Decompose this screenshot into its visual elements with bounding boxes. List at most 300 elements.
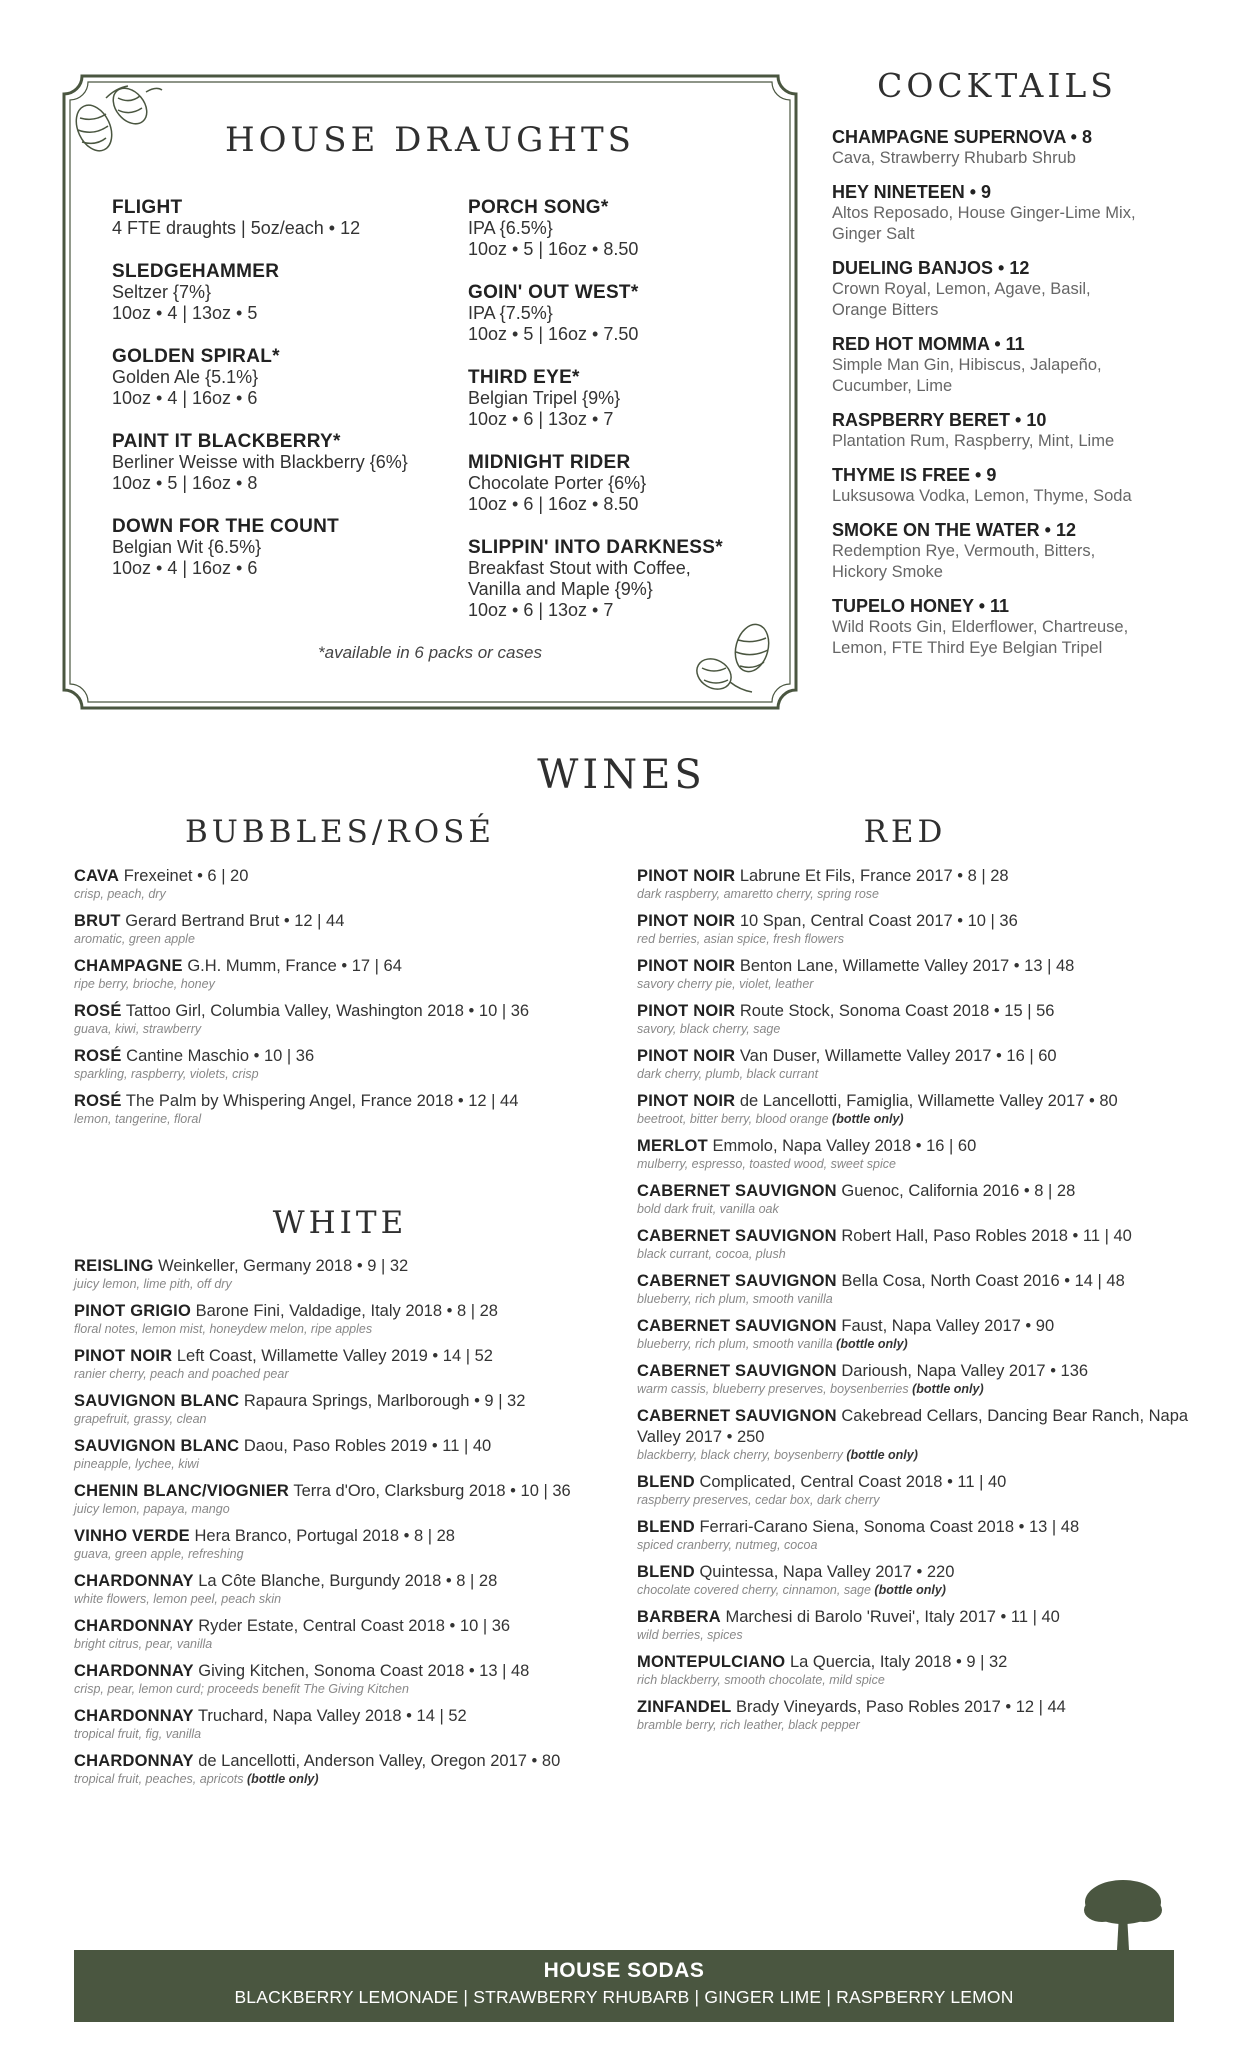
wine-notes: blueberry, rich plum, smooth vanilla	[637, 1337, 833, 1351]
wine-notes-line	[637, 1337, 1197, 1352]
cocktail-description: Plantation Rum, Raspberry, Mint, Lime	[832, 432, 1115, 450]
wine-line	[74, 1616, 634, 1637]
wine-notes-line	[74, 1727, 634, 1742]
wine-detail: The Palm by Whispering Angel, France 2018 • 12 | 44	[125, 1092, 519, 1110]
white-title: WHITE	[272, 1205, 408, 1241]
wine-line	[74, 1436, 634, 1457]
wine-notes: ranier cherry, peach and poached pear	[74, 1367, 289, 1381]
wine-notes: crisp, pear, lemon curd; proceeds benefit The Giving Kitchen	[74, 1682, 409, 1696]
wine-notes-line	[637, 1583, 1197, 1598]
draught-name: PAINT IT BLACKBERRY*	[112, 431, 341, 452]
wine-detail: Route Stock, Sonoma Coast 2018 • 15 | 56	[739, 1002, 1055, 1020]
wine-item	[74, 1301, 634, 1337]
wine-item	[74, 1001, 634, 1037]
wine-notes-line	[74, 887, 634, 902]
wine-line	[74, 1046, 634, 1067]
wine-varietal: ROSÉ	[74, 1047, 122, 1065]
cocktail-description: Hickory Smoke	[832, 563, 943, 581]
wine-item	[637, 866, 1197, 902]
wine-varietal: BARBERA	[637, 1608, 721, 1626]
wine-item	[74, 1661, 634, 1697]
wine-notes-line	[637, 1382, 1197, 1397]
wine-varietal: CHARDONNAY	[74, 1752, 194, 1770]
wine-notes-line	[74, 1682, 634, 1697]
cocktail-item	[832, 410, 1232, 452]
wine-varietal: SAUVIGNON BLANC	[74, 1437, 240, 1455]
draught-pricing: 10oz • 6 | 13oz • 7	[468, 600, 614, 620]
cocktail-name: HEY NINETEEN • 9	[832, 182, 992, 202]
red-title: RED	[863, 814, 947, 850]
wine-item	[637, 1697, 1197, 1733]
wine-line	[74, 956, 634, 977]
wine-detail: La Quercia, Italy 2018 • 9 | 32	[789, 1653, 1008, 1671]
wine-item	[637, 1271, 1197, 1307]
draught-detail: 4 FTE draughts | 5oz/each • 12	[112, 218, 361, 238]
wine-item	[74, 1046, 634, 1082]
wine-notes-line	[74, 1502, 634, 1517]
wine-notes: white flowers, lemon peel, peach skin	[74, 1592, 282, 1606]
wine-line	[74, 1751, 634, 1772]
draughts-title: HOUSE DRAUGHTS	[225, 120, 635, 160]
draughts-note: *available in 6 packs or cases	[318, 643, 542, 662]
wine-item	[637, 1181, 1197, 1217]
wine-notes: black currant, cocoa, plush	[637, 1247, 786, 1261]
draught-item	[112, 346, 442, 409]
wine-notes-line	[74, 1772, 634, 1787]
cocktail-name: SMOKE ON THE WATER • 12	[832, 520, 1076, 540]
wine-notes: dark raspberry, amaretto cherry, spring rose	[637, 887, 879, 901]
wine-notes-line	[637, 1067, 1197, 1082]
draughts-left-column	[112, 197, 442, 601]
wine-notes-line	[74, 1067, 634, 1082]
wine-detail: Ferrari-Carano Siena, Sonoma Coast 2018 • 13 | 48	[699, 1518, 1080, 1536]
draughts-right-column	[468, 197, 798, 643]
cocktail-item	[832, 127, 1232, 169]
wine-notes-line	[637, 1628, 1197, 1643]
wine-varietal: BRUT	[74, 912, 121, 930]
cocktail-name: THYME IS FREE • 9	[832, 465, 997, 485]
wine-notes-line	[637, 1673, 1197, 1688]
wine-line	[74, 866, 634, 887]
cocktail-description: Lemon, FTE Third Eye Belgian Tripel	[832, 639, 1103, 657]
red-wine-list	[637, 866, 1197, 1742]
wine-detail: Daou, Paso Robles 2019 • 11 | 40	[243, 1437, 492, 1455]
wine-notes-line	[74, 1457, 634, 1472]
draught-pricing: 10oz • 6 | 16oz • 8.50	[468, 494, 639, 514]
wine-notes: blackberry, black cherry, boysenberry	[637, 1448, 847, 1462]
wine-notes: raspberry preserves, cedar box, dark cherry	[637, 1493, 880, 1507]
wine-detail: Benton Lane, Willamette Valley 2017 • 13 | 48	[739, 957, 1075, 975]
cocktail-description: Redemption Rye, Vermouth, Bitters,	[832, 542, 1096, 560]
house-draughts-section	[60, 72, 800, 712]
wine-detail: Gerard Bertrand Brut • 12 | 44	[125, 912, 345, 930]
wine-varietal: CHENIN BLANC/VIOGNIER	[74, 1482, 290, 1500]
draught-name: PORCH SONG*	[468, 197, 609, 218]
wine-line	[637, 1001, 1197, 1022]
wine-line	[637, 1517, 1197, 1538]
wine-line	[74, 1091, 634, 1112]
cocktail-item	[832, 182, 1232, 245]
wine-line	[637, 1562, 1197, 1583]
cocktails-title: COCKTAILS	[877, 66, 1117, 105]
wine-line	[74, 1481, 634, 1502]
wine-item	[637, 1517, 1197, 1553]
wine-varietal: BLEND	[637, 1563, 695, 1581]
wine-notes: bramble berry, rich leather, black pepper	[637, 1718, 860, 1732]
wine-varietal: CABERNET SAUVIGNON	[637, 1407, 837, 1425]
cocktail-description: Orange Bitters	[832, 301, 939, 319]
bubbles-rose-title: BUBBLES/ROSÉ	[185, 814, 495, 850]
wine-detail: Cantine Maschio • 10 | 36	[126, 1047, 315, 1065]
wine-notes-line	[637, 1247, 1197, 1262]
bottle-only-label: (bottle only)	[832, 1112, 904, 1126]
wine-notes: savory cherry pie, violet, leather	[637, 977, 814, 991]
wine-varietal: BLEND	[637, 1473, 695, 1491]
draught-item	[112, 197, 442, 239]
wine-varietal: PINOT GRIGIO	[74, 1302, 191, 1320]
draught-item	[112, 261, 442, 324]
wine-notes-line	[74, 932, 634, 947]
wine-notes-line	[637, 932, 1197, 947]
wine-varietal: PINOT NOIR	[637, 912, 736, 930]
wine-line	[74, 1301, 634, 1322]
wine-varietal: PINOT NOIR	[637, 867, 736, 885]
wine-notes: aromatic, green apple	[74, 932, 195, 946]
wine-item	[74, 1706, 634, 1742]
wine-item	[74, 1526, 634, 1562]
wine-item	[637, 911, 1197, 947]
wine-notes-line	[74, 1277, 634, 1292]
house-sodas-banner	[74, 1950, 1174, 2022]
bottle-only-label: (bottle only)	[846, 1448, 918, 1462]
cocktail-item	[832, 258, 1232, 321]
wine-notes-line	[74, 977, 634, 992]
wine-line	[74, 1001, 634, 1022]
draught-item	[112, 516, 442, 579]
wine-item	[74, 1346, 634, 1382]
wine-item	[637, 1607, 1197, 1643]
draught-pricing: 10oz • 5 | 16oz • 8.50	[468, 239, 639, 259]
wine-item	[637, 1562, 1197, 1598]
wine-detail: Brady Vineyards, Paso Robles 2017 • 12 | 44	[735, 1698, 1066, 1716]
wine-line	[74, 911, 634, 932]
wine-item	[637, 1091, 1197, 1127]
wine-line	[74, 1346, 634, 1367]
wine-line	[637, 1652, 1197, 1673]
wine-item	[74, 1616, 634, 1652]
wine-varietal: CHARDONNAY	[74, 1707, 194, 1725]
wine-notes: savory, black cherry, sage	[637, 1022, 781, 1036]
draught-style: Belgian Wit {6.5%}	[112, 537, 262, 557]
wine-line	[74, 1571, 634, 1592]
draught-style: Breakfast Stout with Coffee,	[468, 558, 691, 578]
wine-notes: sparkling, raspberry, violets, crisp	[74, 1067, 259, 1081]
wines-title: WINES	[537, 752, 706, 798]
wine-item	[74, 956, 634, 992]
wine-line	[74, 1256, 634, 1277]
wine-line	[637, 1316, 1197, 1337]
wine-detail: Weinkeller, Germany 2018 • 9 | 32	[158, 1257, 409, 1275]
wine-detail: Faust, Napa Valley 2017 • 90	[841, 1317, 1055, 1335]
wine-notes-line	[74, 1022, 634, 1037]
wine-notes: blueberry, rich plum, smooth vanilla	[637, 1292, 833, 1306]
wine-varietal: CHARDONNAY	[74, 1572, 194, 1590]
cocktail-description: Cucumber, Lime	[832, 377, 953, 395]
bottle-only-label: (bottle only)	[247, 1772, 319, 1786]
wine-item	[637, 1046, 1197, 1082]
wine-item	[637, 1361, 1197, 1397]
wine-detail: Giving Kitchen, Sonoma Coast 2018 • 13 | 48	[198, 1662, 530, 1680]
wine-notes-line	[637, 977, 1197, 992]
wine-varietal: CABERNET SAUVIGNON	[637, 1317, 837, 1335]
cocktail-description: Wild Roots Gin, Elderflower, Chartreuse,	[832, 618, 1129, 636]
wine-varietal: PINOT NOIR	[637, 1092, 736, 1110]
wine-notes-line	[74, 1412, 634, 1427]
wine-varietal: PINOT NOIR	[74, 1347, 173, 1365]
wine-item	[74, 1481, 634, 1517]
wine-varietal: CABERNET SAUVIGNON	[637, 1227, 837, 1245]
wine-notes: pineapple, lychee, kiwi	[74, 1457, 200, 1471]
wine-varietal: CAVA	[74, 867, 120, 885]
wine-varietal: CHARDONNAY	[74, 1617, 194, 1635]
wine-detail: Darioush, Napa Valley 2017 • 136	[841, 1362, 1089, 1380]
wine-notes: dark cherry, plumb, black currant	[637, 1067, 819, 1081]
wine-notes: lemon, tangerine, floral	[74, 1112, 202, 1126]
cocktails-section	[832, 66, 1232, 672]
wine-notes: tropical fruit, peaches, apricots	[74, 1772, 244, 1786]
wine-line	[637, 911, 1197, 932]
wine-varietal: CABERNET SAUVIGNON	[637, 1272, 837, 1290]
draught-name: FLIGHT	[112, 197, 183, 218]
cocktail-description: Luksusowa Vodka, Lemon, Thyme, Soda	[832, 487, 1132, 505]
draught-style: Berliner Weisse with Blackberry {6%}	[112, 452, 408, 472]
wine-item	[74, 1256, 634, 1292]
wine-item	[637, 1652, 1197, 1688]
draught-name: GOIN' OUT WEST*	[468, 282, 639, 303]
draught-item	[468, 282, 798, 345]
wine-detail: Guenoc, California 2016 • 8 | 28	[841, 1182, 1076, 1200]
wine-line	[637, 1607, 1197, 1628]
wine-detail: Rapaura Springs, Marlborough • 9 | 32	[243, 1392, 526, 1410]
wine-item	[637, 1001, 1197, 1037]
wine-varietal: CHAMPAGNE	[74, 957, 183, 975]
wine-notes-line	[637, 1292, 1197, 1307]
draught-name: MIDNIGHT RIDER	[468, 452, 631, 473]
wine-line	[74, 1706, 634, 1727]
wine-notes: juicy lemon, papaya, mango	[74, 1502, 230, 1516]
wine-detail: de Lancellotti, Famiglia, Willamette Valley 2017 • 80	[739, 1092, 1118, 1110]
wine-varietal: REISLING	[74, 1257, 154, 1275]
wine-varietal: SAUVIGNON BLANC	[74, 1392, 240, 1410]
wine-notes: red berries, asian spice, fresh flowers	[637, 932, 845, 946]
wine-item	[637, 1406, 1197, 1463]
wine-detail: Cakebread Cellars, Dancing Bear Ranch, Napa Valley 2017 • 250	[637, 1407, 1189, 1446]
draught-pricing: 10oz • 6 | 13oz • 7	[468, 409, 614, 429]
cocktail-name: RASPBERRY BERET • 10	[832, 410, 1047, 430]
cocktail-name: DUELING BANJOS • 12	[832, 258, 1030, 278]
wine-varietal: PINOT NOIR	[637, 1047, 736, 1065]
cocktail-item	[832, 596, 1232, 659]
cocktail-item	[832, 520, 1232, 583]
cocktail-description: Cava, Strawberry Rhubarb Shrub	[832, 149, 1076, 167]
wine-notes: ripe berry, brioche, honey	[74, 977, 215, 991]
wine-varietal: CHARDONNAY	[74, 1662, 194, 1680]
wine-varietal: CABERNET SAUVIGNON	[637, 1182, 837, 1200]
cocktail-name: CHAMPAGNE SUPERNOVA • 8	[832, 127, 1092, 147]
wine-notes-line	[637, 887, 1197, 902]
wine-notes-line	[637, 1538, 1197, 1553]
draught-style: Seltzer {7%}	[112, 282, 212, 302]
draught-item	[468, 367, 798, 430]
wine-detail: 10 Span, Central Coast 2017 • 10 | 36	[739, 912, 1018, 930]
wine-line	[637, 1046, 1197, 1067]
wine-item	[74, 1751, 634, 1787]
wine-notes-line	[74, 1367, 634, 1382]
wine-detail: Quintessa, Napa Valley 2017 • 220	[699, 1563, 955, 1581]
wine-notes: tropical fruit, fig, vanilla	[74, 1727, 202, 1741]
wine-detail: Marchesi di Barolo 'Ruvei', Italy 2017 • 11 | 40	[725, 1608, 1060, 1626]
wine-notes: beetroot, bitter berry, blood orange	[637, 1112, 829, 1126]
cocktail-description: Crown Royal, Lemon, Agave, Basil,	[832, 280, 1091, 298]
wine-item	[74, 911, 634, 947]
wine-line	[637, 1091, 1197, 1112]
wine-notes-line	[637, 1493, 1197, 1508]
house-sodas-title: HOUSE SODAS	[543, 1959, 705, 1982]
wine-detail: Robert Hall, Paso Robles 2018 • 11 | 40	[841, 1227, 1132, 1245]
wine-varietal: MONTEPULCIANO	[637, 1653, 786, 1671]
wine-item	[637, 1472, 1197, 1508]
cocktail-description: Altos Reposado, House Ginger-Lime Mix,	[832, 204, 1136, 222]
draught-pricing: 10oz • 5 | 16oz • 7.50	[468, 324, 639, 344]
wine-notes: juicy lemon, lime pith, off dry	[74, 1277, 232, 1291]
wine-item	[74, 1391, 634, 1427]
wine-line	[637, 1136, 1197, 1157]
draught-name: THIRD EYE*	[468, 367, 580, 388]
bubbles-rose-list	[74, 866, 634, 1136]
wine-notes-line	[637, 1448, 1197, 1463]
wine-notes-line	[637, 1022, 1197, 1037]
wine-line	[637, 1226, 1197, 1247]
bottle-only-label: (bottle only)	[874, 1583, 946, 1597]
draught-pricing: 10oz • 4 | 16oz • 6	[112, 558, 258, 578]
wine-line	[637, 1472, 1197, 1493]
wine-line	[637, 1181, 1197, 1202]
wine-notes: guava, green apple, refreshing	[74, 1547, 244, 1561]
wine-item	[74, 1571, 634, 1607]
wine-detail: Complicated, Central Coast 2018 • 11 | 40	[699, 1473, 1007, 1491]
draught-name: GOLDEN SPIRAL*	[112, 346, 280, 367]
wine-item	[637, 956, 1197, 992]
wine-detail: Left Coast, Willamette Valley 2019 • 14 | 52	[176, 1347, 493, 1365]
wine-notes: warm cassis, blueberry preserves, boysenberries	[637, 1382, 909, 1396]
wine-line	[637, 956, 1197, 977]
wine-varietal: ZINFANDEL	[637, 1698, 732, 1716]
wine-notes: grapefruit, grassy, clean	[74, 1412, 207, 1426]
wine-notes: wild berries, spices	[637, 1628, 743, 1642]
wine-item	[74, 1436, 634, 1472]
wine-detail: Frexeinet • 6 | 20	[123, 867, 249, 885]
wine-notes-line	[74, 1637, 634, 1652]
draught-item	[112, 431, 442, 494]
draught-item	[468, 197, 798, 260]
wine-line	[637, 1406, 1197, 1448]
wine-notes-line	[637, 1157, 1197, 1172]
wine-notes-line	[637, 1718, 1197, 1733]
wine-notes: spiced cranberry, nutmeg, cocoa	[637, 1538, 818, 1552]
draught-pricing: 10oz • 4 | 16oz • 6	[112, 388, 258, 408]
wine-notes: guava, kiwi, strawberry	[74, 1022, 202, 1036]
draught-name: SLEDGEHAMMER	[112, 261, 280, 282]
cocktail-description: Simple Man Gin, Hibiscus, Jalapeño,	[832, 356, 1102, 374]
wine-item	[637, 1226, 1197, 1262]
wine-varietal: BLEND	[637, 1518, 695, 1536]
wine-notes: bright citrus, pear, vanilla	[74, 1637, 213, 1651]
wine-notes: bold dark fruit, vanilla oak	[637, 1202, 779, 1216]
wine-notes-line	[637, 1202, 1197, 1217]
wine-detail: Ryder Estate, Central Coast 2018 • 10 | 36	[198, 1617, 511, 1635]
wine-varietal: PINOT NOIR	[637, 1002, 736, 1020]
wine-notes: crisp, peach, dry	[74, 887, 166, 901]
wine-detail: G.H. Mumm, France • 17 | 64	[187, 957, 402, 975]
draught-style: Vanilla and Maple {9%}	[468, 579, 653, 599]
draught-style: Chocolate Porter {6%}	[468, 473, 647, 493]
wine-detail: Truchard, Napa Valley 2018 • 14 | 52	[197, 1707, 467, 1725]
tree-icon	[1080, 1876, 1166, 1956]
wine-notes: floral notes, lemon mist, honeydew melon, ripe apples	[74, 1322, 373, 1336]
wine-notes: mulberry, espresso, toasted wood, sweet spice	[637, 1157, 896, 1171]
wine-detail: Terra d'Oro, Clarksburg 2018 • 10 | 36	[293, 1482, 571, 1500]
cocktail-name: RED HOT MOMMA • 11	[832, 334, 1025, 354]
draught-name: SLIPPIN' INTO DARKNESS*	[468, 537, 723, 558]
wine-detail: Emmolo, Napa Valley 2018 • 16 | 60	[712, 1137, 977, 1155]
draught-item	[468, 452, 798, 515]
wine-detail: La Côte Blanche, Burgundy 2018 • 8 | 28	[198, 1572, 498, 1590]
wine-detail: de Lancellotti, Anderson Valley, Oregon 2017 • 80	[198, 1752, 561, 1770]
cocktail-item	[832, 334, 1232, 397]
draught-pricing: 10oz • 4 | 13oz • 5	[112, 303, 258, 323]
wine-notes-line	[74, 1547, 634, 1562]
wine-detail: Labrune Et Fils, France 2017 • 8 | 28	[739, 867, 1009, 885]
wine-varietal: PINOT NOIR	[637, 957, 736, 975]
white-wine-list	[74, 1256, 634, 1796]
cocktail-name: TUPELO HONEY • 11	[832, 596, 1010, 616]
wine-item	[637, 1136, 1197, 1172]
draught-style: Golden Ale {5.1%}	[112, 367, 259, 387]
draught-style: IPA {6.5%}	[468, 218, 553, 238]
wine-detail: Van Duser, Willamette Valley 2017 • 16 | 60	[739, 1047, 1057, 1065]
cocktail-description: Ginger Salt	[832, 225, 915, 243]
bottle-only-label: (bottle only)	[912, 1382, 984, 1396]
cocktail-item	[832, 465, 1232, 507]
house-sodas-list: BLACKBERRY LEMONADE | STRAWBERRY RHUBARB | GINGER LIME | RASPBERRY LEMON	[234, 1987, 1014, 2007]
draught-name: DOWN FOR THE COUNT	[112, 516, 340, 537]
wine-notes-line	[74, 1322, 634, 1337]
wine-varietal: MERLOT	[637, 1137, 708, 1155]
wine-notes-line	[637, 1112, 1197, 1127]
wine-line	[637, 1361, 1197, 1382]
wine-notes-line	[74, 1112, 634, 1127]
wine-line	[637, 1271, 1197, 1292]
wine-item	[74, 1091, 634, 1127]
draught-pricing: 10oz • 5 | 16oz • 8	[112, 473, 258, 493]
wine-detail: Tattoo Girl, Columbia Valley, Washington 2018 • 10 | 36	[125, 1002, 530, 1020]
wine-line	[637, 1697, 1197, 1718]
bottle-only-label: (bottle only)	[836, 1337, 908, 1351]
wine-detail: Bella Cosa, North Coast 2016 • 14 | 48	[841, 1272, 1125, 1290]
wine-item	[74, 866, 634, 902]
wine-notes: chocolate covered cherry, cinnamon, sage	[637, 1583, 871, 1597]
draught-item	[468, 537, 798, 621]
